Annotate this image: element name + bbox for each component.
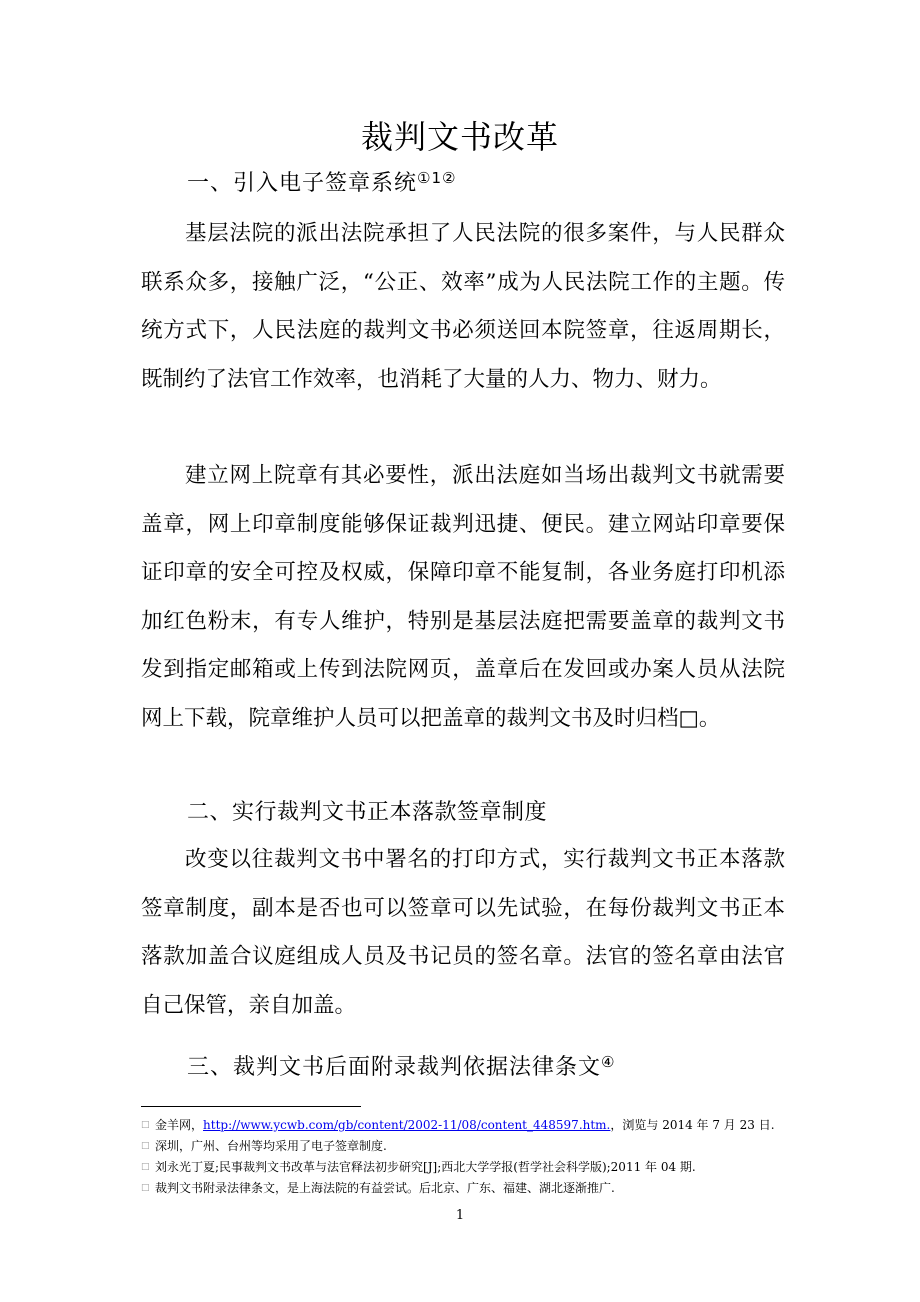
footnotes [141,1115,801,1199]
paragraph-3: 改变以往裁判文书中署名的打印方式，实行裁判文书正本落款签章制度，副本是否也可以签章可以先试验，在每份裁判文书正本落款加盖合议庭组成人员及书记员的签名章。法官的签名章由法官自己保管，亲自加盖。 [141,847,785,1018]
footnote-mark-icon: □ [141,1141,150,1151]
footnote-ref-4[interactable]: ④ [601,1053,616,1071]
footnote-ref-1[interactable]: ①1② [417,169,457,187]
paragraph-1: 基层法院的派出法院承担了人民法院的很多案件，与人民群众联系众多，接触广泛，“公正、效率”成为人民法院工作的主题。传统方式下，人民法庭的裁判文书必须送回本院签章，往返周期长，既制约了法官工作效率，也消耗了大量的人力、物力、财力。 [141,221,785,392]
footnote-3-text: 刘永光丁夏;民事裁判文书改革与法官释法初步研究[J];西北大学学报(哲学社会科学版);2011 年 04 期. [155,1160,696,1174]
page-number: 1 [455,1208,465,1223]
section-heading-1-text: 一、引入电子签章系统 [187,171,418,196]
section-heading-2: 二、实行裁判文书正本落款签章制度 [187,800,548,825]
section-heading-1 [187,166,456,197]
footnote-2-text: 深圳，广州、台州等均采用了电子签章制度. [155,1139,387,1153]
footnote-4-text: 裁判文书附录法律条文，是上海法院的有益尝试。后北京、广东、福建、湖北逐渐推广. [155,1181,615,1195]
footnote-mark-icon: □ [141,1120,150,1130]
footnote-mark-icon: □ [141,1183,150,1193]
footnote-4 [141,1178,801,1199]
section-heading-3-text: 三、裁判文书后面附录裁判依据法律条文 [187,1055,602,1080]
document-title: 裁判文书改革 [360,118,559,156]
footnote-1 [141,1115,801,1136]
footnote-1-prefix: 金羊网， [155,1118,204,1132]
footnote-1-link[interactable]: http://www.ycwb.com/gb/content/2002-11/08/content_448597.htm. [203,1118,611,1132]
footnote-2 [141,1136,801,1157]
paragraph-2: 建立网上院章有其必要性，派出法庭如当场出裁判文书就需要盖章，网上印章制度能够保证裁判迅捷、便民。建立网站印章要保证印章的安全可控及权威，保障印章不能复制，各业务庭打印机添加红色粉末，有专人维护，特别是基层法庭把需要盖章的裁判文书发到指定邮箱或上传到法院网页，盖章后在发回或办案人员从法院网上下载，院章维护人员可以把盖章的裁判文书及时归档□。 [141,463,785,731]
footnote-3 [141,1157,801,1178]
footnote-divider [141,1106,361,1107]
footnote-mark-icon: □ [141,1162,150,1172]
section-heading-3 [187,1050,615,1081]
footnote-1-suffix: ，浏览与 2014 年 7 月 23 日. [610,1118,775,1132]
